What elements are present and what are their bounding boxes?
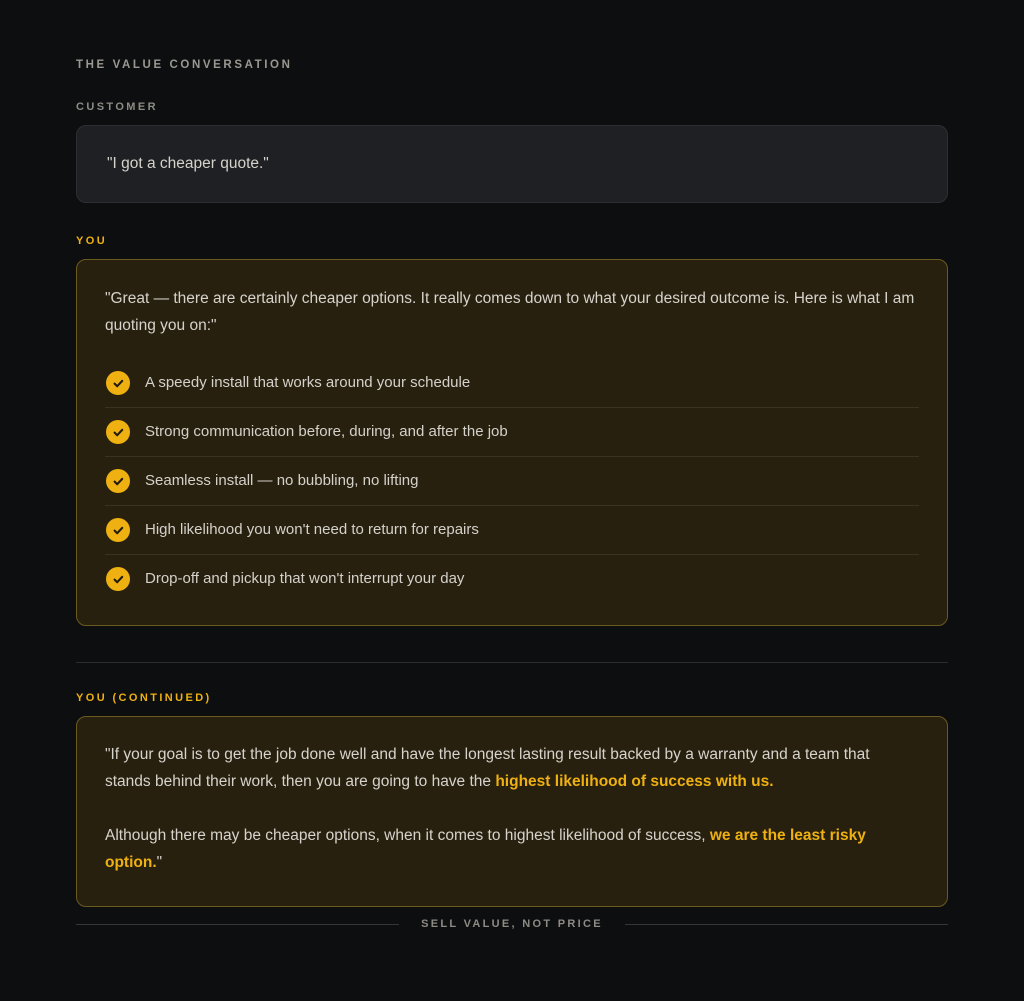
customer-label: CUSTOMER [76,101,158,113]
paragraph-2-after: " [156,854,163,871]
closing-paragraph-2 [105,822,905,876]
page-eyebrow: THE VALUE CONVERSATION [76,59,293,71]
paragraph-2-before: Although there may be cheaper options, when it comes to highest likelihood of success, [105,827,710,844]
customer-quote-card [76,125,948,203]
you-response-card [76,259,948,626]
list-item [105,506,919,555]
check-circle-icon [106,371,130,395]
footer [76,918,948,930]
benefits-list [105,359,919,603]
benefit-text: A speedy install that works around your schedule [145,374,471,391]
check-circle-icon [106,469,130,493]
paragraph-1-before: "If your goal is to get the job done well and have the longest lasting result backed by a warranty and a team that stands behind their work, then you are going to have the [105,746,870,790]
benefit-text: High likelihood you won't need to return for repairs [145,521,479,538]
you-continued-card [76,716,948,907]
you-continued-label: YOU (CONTINUED) [76,692,212,704]
section-divider [76,662,948,663]
check-circle-icon [106,518,130,542]
list-item [105,457,919,506]
footer-tagline: SELL VALUE, NOT PRICE [421,918,603,930]
you-lead-quote: "Great — there are certainly cheaper options. It really comes down to what your desired outcome is. Here is what I am quoting you on:" [105,290,915,334]
benefit-text: Drop-off and pickup that won't interrupt your day [145,570,465,587]
customer-quote-text: "I got a cheaper quote." [107,155,269,172]
footer-rule-right [625,924,948,925]
closing-paragraph-1 [105,741,905,795]
benefit-text: Strong communication before, during, and after the job [145,423,508,440]
check-circle-icon [106,420,130,444]
list-item [105,359,919,408]
list-item [105,408,919,457]
footer-rule-left [76,924,399,925]
paragraph-1-highlight: highest likelihood of success with us. [495,773,774,790]
you-label: YOU [76,235,108,247]
benefit-text: Seamless install — no bubbling, no lifting [145,472,419,489]
check-circle-icon [106,567,130,591]
list-item [105,555,919,603]
paragraph-2-highlight: we are the least risky option. [105,827,866,871]
